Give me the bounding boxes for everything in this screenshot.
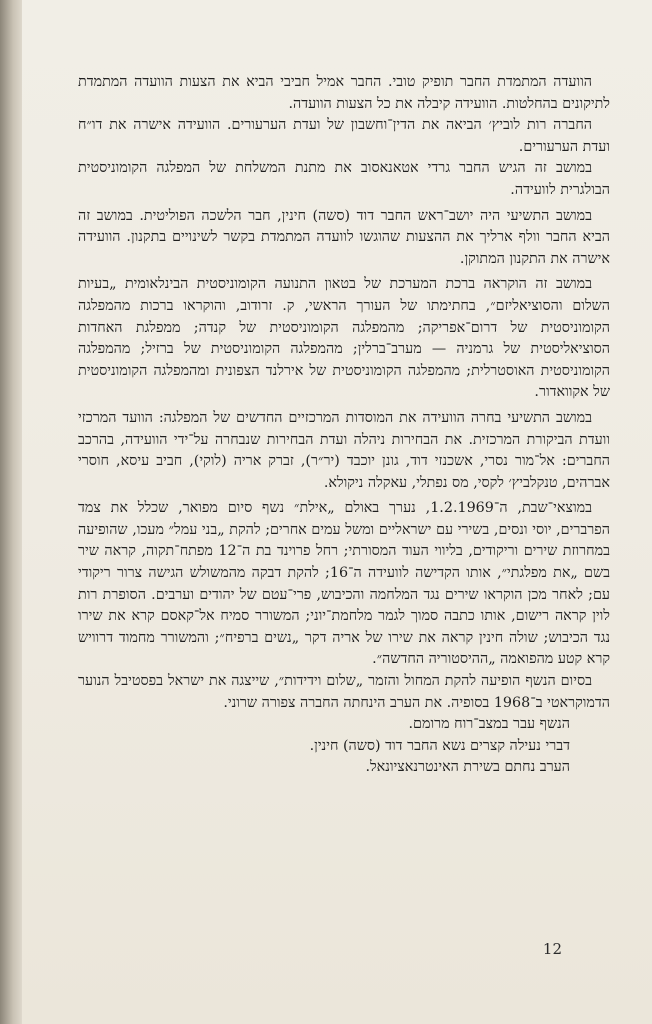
paragraph: במושב התשיעי בחרה הוועידה את המוסדות המרכזיים החדשים של המפלגה: הוועד המרכזי וועדת הביקורת המרכזית. את הבחירות ניהלה ועדת הבחירות שנבחרה על־ידי הוועידה, בהרכב החברים: אל־מור נסרי, אשכנזי דוד, גונן יוכבד (יר״ר), זברק אריה (לוקי), חביב עיסא, חוסרי אברהים, טנקלביץ׳ לקסי, מס נפתלי, עאקלה ניקולא.: [78, 409, 610, 491]
paragraph: במושב זה הוקראה ברכת המערכת של בטאון התנועה הקומוניסטית הבינלאומית „בעיות השלום והסוציאליזם״, בחתימתו של העורך הראשי, ק. זרודוב, והוקראו ברכות מהמפלגה הקומוניסטית של דרום־אפריקה; מהמפלגה הקומוניסטית של קנדה; ממפלגת האחדות הסוציאליסטית של גרמניה — מערב־ברלין; מהמפלגה הקומוניסטית של ברזיל; מהמפלגה הקומוניסטית האוסטרלית; מהמפלגה הקומוניסטית של אירלנד הצפונית ומהמפלגה הקומוניסטית של אקוואדור.: [78, 276, 610, 401]
closing-line: דברי נעילה קצרים נשא החבר דוד (סשה) חינין.: [309, 737, 570, 754]
paragraph: הוועדה המתמדת החבר תופיק טובי. החבר אמיל חביבי הביא את הצעות הוועדה המתמדת לתיקונים בהחלטות. הוועידה קיבלה את כל הצעות הוועדה.: [78, 74, 610, 112]
book-page: [22, 0, 652, 1024]
page-number: 12: [542, 940, 562, 958]
book-gutter-shadow: [0, 0, 22, 1024]
closing-line: הנשף עבר במצב־רוח מרומם.: [408, 716, 570, 733]
paragraph: החברה רות לוביץ׳ הביאה את הדין־וחשבון של ועדת הערעורים. הוועידה אישרה את דו״ח ועדת הערעורים.: [78, 117, 610, 155]
paragraph: במושב זה הגיש החבר גרדי אטאנאסוב את מתנת המשלחת של המפלגה הקומוניסטית הבולגרית לוועידה.: [78, 160, 610, 198]
paragraph: במוצאי־שבת, ה־1.2.1969, נערך באולם „אילת״ נשף סיום מפואר, שכלל את צמד הפרברים, יוסי ונסים, בשירי עם ישראליים ומשל עמים אחרים; להקת „בני עמל״ מעכו, שהופיעה במחרוזת שירים וריקודים, בליווי העוד המסורתי; רחל פרוינד בת ה־12 מפתח־תקוה, קראה שיר בשם „את מפלגתי״, אותו הקדישה לוועידה ה־16; להקת דבקה מהמשולש הגישה צרור ריקודי עם; לאחר מכן הוקראו שירים נגד המלחמה והכיבוש, פרי־עטם של יהודים וערבים. הסופרת רות לוין קראה רישום, אותו כתבה סמוך לגמר מלחמת־יוני; המשורר סמיח אל־קאסם קרא את שירו נגד הכיבוש; שולה חינין קראה את שירו של אריה דקר „נשים ברפיח״; והמשורר מחמוד דרוויש קרא קטע מהפואמה „ההיסטוריה החדשה״.: [78, 500, 611, 668]
paragraph: בסיום הנשף הופיעה להקת המחול והזמר „שלום וידידות״, שייצגה את ישראל בפסטיבל הנוער הדמוקראטי ב־1968 בסופיה. את הערב הינחתה החברה צפורה שרוני.: [78, 673, 610, 711]
paragraph: במושב התשיעי היה יושב־ראש החבר דוד (סשה) חינין, חבר הלשכה הפוליטית. במושב זה הביא החבר וולף ארליך את ההצעות שהוגשו לוועדה המתמדת בקשר לשינויים בתקנון. הוועידה אישרה את התקנון המתוקן.: [78, 207, 610, 267]
closing-line: הערב נחתם בשירת האינטרנאציונאל.: [365, 759, 570, 776]
page-body-text: [78, 72, 610, 779]
